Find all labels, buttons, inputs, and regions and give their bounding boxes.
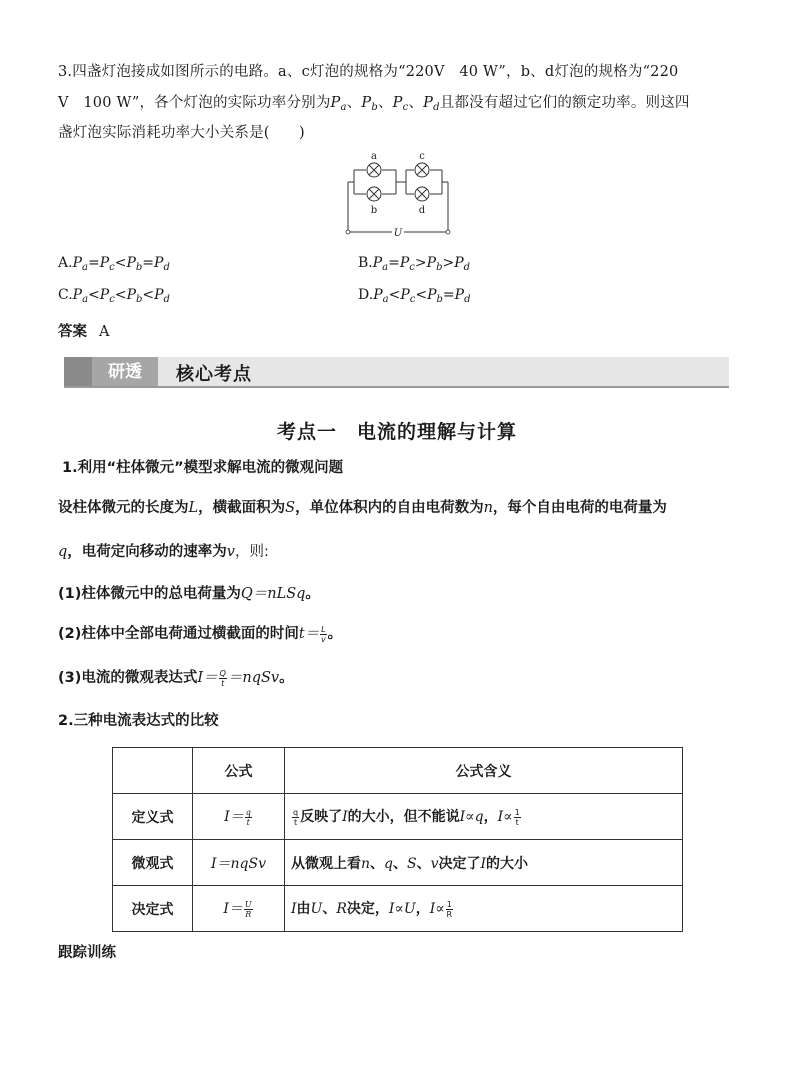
row-meaning: I由U、R决定，I∝U，I∝ $\frac{1}{R}$	[285, 886, 683, 932]
terminal-left	[346, 230, 350, 234]
question-line-1: 3.四盏灯泡接成如图所示的电路。a、c灯泡的规格为“220V 40 W”，b、d灯泡的规格为“220	[58, 64, 679, 80]
section-tag: 研透	[92, 357, 158, 386]
separator: 、	[346, 95, 362, 111]
tracking-title: 跟踪训练	[58, 945, 116, 961]
power-pd: $P_d$	[423, 95, 440, 113]
answer-row	[58, 320, 109, 341]
option-c-letter: C.	[58, 287, 73, 303]
item-2: (2)柱体中全部电荷通过横截面的时间t＝ $\frac{L}{v}$ 。	[58, 624, 343, 644]
option-d[interactable]: $D.P_a<P_c<P_b=P_d$	[358, 287, 471, 305]
label-a: a	[371, 151, 377, 162]
option-b[interactable]: $B.P_a=P_c>P_b>P_d$	[358, 255, 471, 273]
table-header: 公式	[193, 748, 285, 794]
question-line-3: 盏灯泡实际消耗功率大小关系是( )	[58, 125, 305, 141]
point-1-title: 1.利用“柱体微元”模型求解电流的微观问题	[62, 460, 344, 476]
row-formula: I＝nqSv	[193, 840, 285, 886]
table-row	[113, 886, 683, 932]
label-b: b	[370, 205, 378, 216]
option-d-letter: D.	[358, 287, 374, 303]
power-pb: $P_b$	[361, 95, 378, 113]
point-2-title: 2.三种电流表达式的比较	[58, 713, 219, 729]
power-pa: $P_a$	[330, 95, 347, 113]
row-name: 微观式	[113, 840, 193, 886]
label-u: U	[393, 228, 403, 239]
bulb-a-icon	[367, 163, 381, 177]
option-b-letter: B.	[358, 255, 373, 271]
separator: 、	[377, 95, 393, 111]
question-line-2-post: 且都没有超过它们的额定功率。则这四	[439, 95, 690, 111]
answer-label: 答案	[58, 324, 87, 340]
table-header: 公式含义	[285, 748, 683, 794]
row-meaning: $\frac{q}{t}$ 反映了I的大小，但不能说I∝q，I∝ $\frac{1}{t}$	[285, 794, 683, 840]
section-banner	[64, 357, 729, 388]
item-1: (1)柱体微元中的总电荷量为Q＝nLSq。	[58, 586, 320, 602]
bulb-b-icon	[367, 187, 381, 201]
bulb-c-icon	[415, 163, 429, 177]
option-a-letter: A.	[58, 255, 73, 271]
power-pc: $P_c$	[392, 95, 409, 113]
option-a[interactable]: $A.P_a=P_c<P_b=P_d$	[58, 255, 170, 273]
topic-heading: 考点一 电流的理解与计算	[276, 421, 517, 443]
paragraph-line-1: 设柱体微元的长度为L，横截面积为S，单位体积内的自由电荷数为n，每个自由电荷的电荷量为	[58, 500, 667, 516]
row-formula: I＝ $\frac{q}{t}$	[193, 794, 285, 840]
comparison-table	[112, 747, 683, 932]
label-c: c	[419, 151, 425, 162]
terminal-right	[446, 230, 450, 234]
label-d: d	[418, 205, 426, 216]
question-line-2-pre: V 100 W”，各个灯泡的实际功率分别为	[58, 95, 331, 111]
option-c[interactable]: $C.P_a<P_c<P_b<P_d$	[58, 287, 170, 305]
table-header-row	[113, 748, 683, 794]
row-formula: I＝ $\frac{U}{R}$	[193, 886, 285, 932]
answer-value: A	[99, 324, 110, 340]
separator: 、	[408, 95, 424, 111]
item-3: (3)电流的微观表达式I＝ $\frac{Q}{t}$ ＝nqSv。	[58, 668, 294, 688]
bulb-d-icon	[415, 187, 429, 201]
section-title: 核心考点	[176, 364, 252, 385]
row-meaning: 从微观上看n、q、S、v决定了I的大小	[285, 840, 683, 886]
table-row	[113, 840, 683, 886]
table-header	[113, 748, 193, 794]
row-name: 定义式	[113, 794, 193, 840]
question-line-2	[58, 91, 690, 113]
row-name: 决定式	[113, 886, 193, 932]
paragraph-line-2: q，电荷定向移动的速率为v，则:	[58, 544, 269, 560]
table-row	[113, 794, 683, 840]
circuit-diagram	[340, 146, 456, 242]
